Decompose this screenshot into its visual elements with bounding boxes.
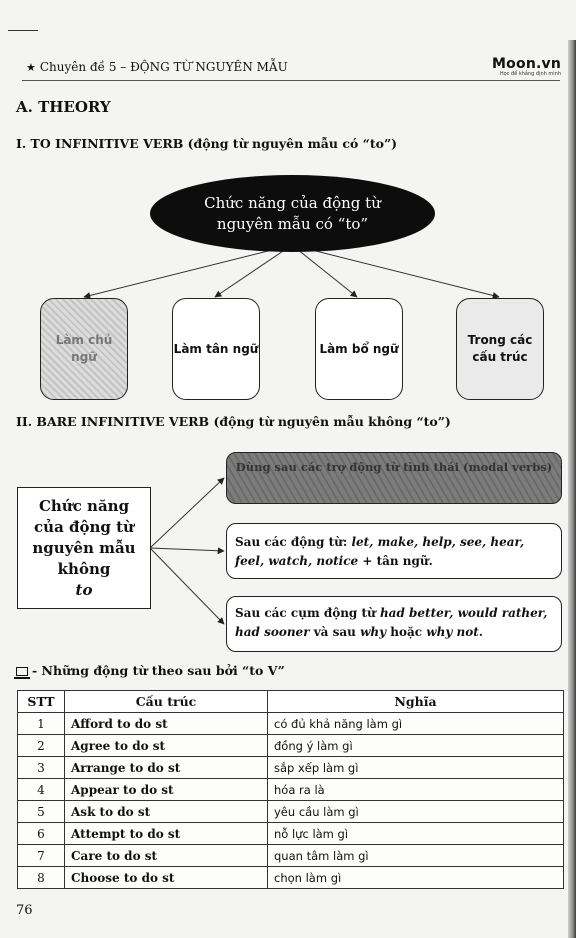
arrow-to-box4 bbox=[292, 245, 499, 297]
cell-stt: 6 bbox=[18, 823, 65, 845]
cell-structure: Choose to do st bbox=[65, 867, 268, 889]
verbs-suffix: + tân ngữ. bbox=[358, 554, 433, 568]
arrow-to-box1 bbox=[84, 245, 292, 297]
col-header-meaning: Nghĩa bbox=[268, 691, 564, 713]
center-node-label: Chức năng của động từ nguyên mẫu có “to” bbox=[204, 193, 381, 233]
cell-meaning: yêu cầu làm gì bbox=[268, 801, 564, 823]
phrases-list: had better, would rather, had sooner bbox=[235, 606, 548, 639]
cell-stt: 7 bbox=[18, 845, 65, 867]
col-header-structure: Cấu trúc bbox=[65, 691, 268, 713]
table-row bbox=[18, 757, 564, 779]
phrases-box bbox=[226, 596, 562, 652]
cell-stt: 1 bbox=[18, 713, 65, 735]
phrases-middle: và sau bbox=[309, 625, 361, 639]
cell-structure: Afford to do st bbox=[65, 713, 268, 735]
cell-structure: Care to do st bbox=[65, 845, 268, 867]
star-icon: ★ bbox=[26, 61, 36, 74]
cell-meaning: sắp xếp làm gì bbox=[268, 757, 564, 779]
table-row bbox=[18, 823, 564, 845]
modal-verbs-box bbox=[226, 452, 562, 504]
cell-meaning: quan tâm làm gì bbox=[268, 845, 564, 867]
function-box-object bbox=[172, 298, 260, 400]
cell-structure: Attempt to do st bbox=[65, 823, 268, 845]
laptop-icon bbox=[16, 667, 28, 676]
function-box-subject bbox=[40, 298, 128, 400]
table-row bbox=[18, 845, 564, 867]
cell-structure: Appear to do st bbox=[65, 779, 268, 801]
table-row bbox=[18, 779, 564, 801]
cell-structure: Ask to do st bbox=[65, 801, 268, 823]
section1-heading: I. TO INFINITIVE VERB (động từ nguyên mẫu có “to”) bbox=[16, 136, 398, 151]
arrow-to-phrases-box bbox=[150, 548, 224, 624]
table-row bbox=[18, 735, 564, 757]
function-box-complement bbox=[315, 298, 403, 400]
cell-stt: 8 bbox=[18, 867, 65, 889]
cell-stt: 5 bbox=[18, 801, 65, 823]
cell-meaning: có đủ khả năng làm gì bbox=[268, 713, 564, 735]
left-box-label bbox=[29, 496, 139, 601]
cell-structure: Agree to do st bbox=[65, 735, 268, 757]
bare-infinitive-center-node bbox=[17, 487, 151, 609]
cell-stt: 3 bbox=[18, 757, 65, 779]
cell-meaning: chọn làm gì bbox=[268, 867, 564, 889]
box-label: Làm tân ngữ bbox=[173, 341, 259, 356]
cell-structure: Arrange to do st bbox=[65, 757, 268, 779]
vocab-heading bbox=[16, 663, 285, 678]
box-label: Làm bổ ngữ bbox=[319, 341, 399, 356]
arrow-to-modal-box bbox=[150, 478, 224, 548]
table-row bbox=[18, 713, 564, 735]
cell-meaning: nỗ lực làm gì bbox=[268, 823, 564, 845]
phrase-why: why bbox=[360, 625, 387, 639]
cell-stt: 2 bbox=[18, 735, 65, 757]
vocab-table bbox=[17, 690, 564, 889]
function-box-structures bbox=[456, 298, 544, 400]
table-row bbox=[18, 801, 564, 823]
page-number: 76 bbox=[16, 903, 33, 918]
modal-verbs-text: Dùng sau các trợ động từ tình thái (modal verbs) bbox=[235, 460, 553, 474]
phrases-and: hoặc bbox=[386, 625, 427, 639]
header-title: Chuyên đề 5 – ĐỘNG TỪ NGUYÊN MẪU bbox=[39, 60, 288, 74]
box-label: Làm chủ ngữ bbox=[55, 333, 113, 364]
phrases-prefix: Sau các cụm động từ bbox=[235, 606, 380, 620]
table-row bbox=[18, 867, 564, 889]
left-box-main: Chức năng của động từ nguyên mẫu không bbox=[32, 496, 136, 578]
to-infinitive-center-node bbox=[150, 175, 435, 252]
arrow-to-box2 bbox=[215, 245, 292, 297]
verbs-list: let, make, help, see, hear, feel, watch, notice bbox=[235, 535, 525, 568]
perception-verbs-box bbox=[226, 523, 562, 579]
section2-heading: II. BARE INFINITIVE VERB (động từ nguyên mẫu không “to”) bbox=[16, 414, 451, 429]
left-box-italic: to bbox=[75, 580, 93, 599]
cell-meaning: hóa ra là bbox=[268, 779, 564, 801]
phrase-why-not: why not bbox=[426, 625, 479, 639]
book-spine-shadow bbox=[568, 40, 576, 938]
cell-meaning: đồng ý làm gì bbox=[268, 735, 564, 757]
verbs-prefix: Sau các động từ: bbox=[235, 535, 352, 549]
vocab-heading-text: - Những động từ theo sau bởi “to V” bbox=[32, 663, 285, 678]
col-header-stt: STT bbox=[18, 691, 65, 713]
theory-heading: A. THEORY bbox=[16, 98, 111, 116]
arrow-to-verbs-box bbox=[150, 548, 224, 551]
cell-stt: 4 bbox=[18, 779, 65, 801]
box-label: Trong các cấu trúc bbox=[467, 333, 533, 364]
logo-tagline: Học để khẳng định mình bbox=[499, 71, 561, 77]
phrases-end: . bbox=[478, 625, 483, 639]
logo-brand: Moon.vn bbox=[492, 56, 561, 72]
table-header-row bbox=[18, 691, 564, 713]
